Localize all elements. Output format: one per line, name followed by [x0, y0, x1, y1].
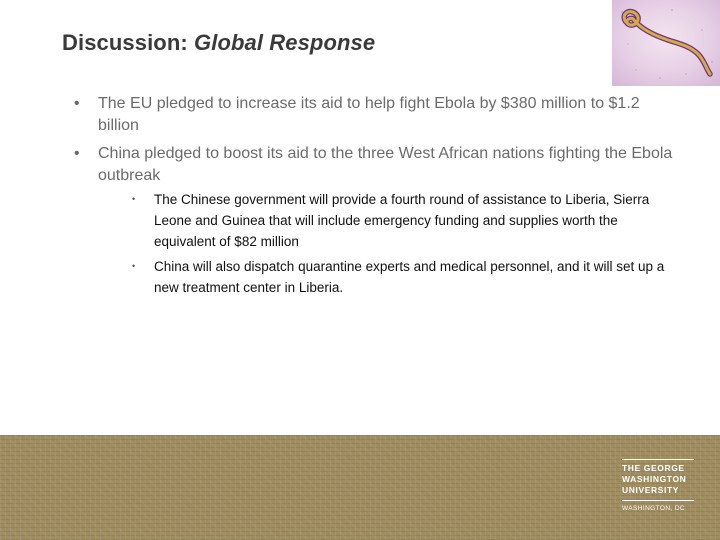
university-logo	[622, 459, 698, 513]
sub-bullet-glyph: •	[132, 261, 136, 271]
logo-rule-top	[622, 459, 694, 460]
sub-bullet-item	[132, 189, 680, 252]
logo-rule-middle	[622, 500, 694, 501]
ebola-virus-image	[612, 0, 720, 86]
sub-bullet-text: The Chinese government will provide a fourth round of assistance to Liberia, Sierra Leone and Guinea that will include emergency funding and supplies worth the equivalent of $82 million	[154, 192, 650, 249]
bullet-text: China pledged to boost its aid to the three West African nations fighting the Ebola outbreak	[98, 145, 673, 184]
title-main: Discussion:	[62, 30, 195, 55]
footer-band	[0, 435, 720, 540]
logo-line-3: UNIVERSITY	[622, 485, 680, 495]
slide-title	[62, 30, 375, 56]
bullet-text: The EU pledged to increase its aid to help fight Ebola by $380 million to $1.2 billion	[98, 95, 640, 134]
bullet-list	[74, 93, 680, 304]
bullet-glyph: •	[74, 95, 80, 112]
sub-bullet-item	[132, 256, 680, 298]
logo-place: WASHINGTON, DC	[622, 505, 686, 512]
ebola-virus-micrograph-icon	[612, 0, 720, 86]
logo-line-2: WASHINGTON	[622, 474, 687, 484]
sub-bullet-text: China will also dispatch quarantine experts and medical personnel, and it will set up a new treatment center in Liberia.	[154, 259, 665, 295]
bullet-glyph: •	[74, 145, 80, 162]
title-emphasis: Global Response	[194, 30, 376, 55]
bullet-item	[74, 143, 680, 298]
bullet-item	[74, 93, 680, 137]
logo-line-1: THE GEORGE	[622, 463, 685, 473]
sub-bullet-glyph: •	[132, 194, 136, 204]
sub-bullet-list	[132, 189, 680, 298]
